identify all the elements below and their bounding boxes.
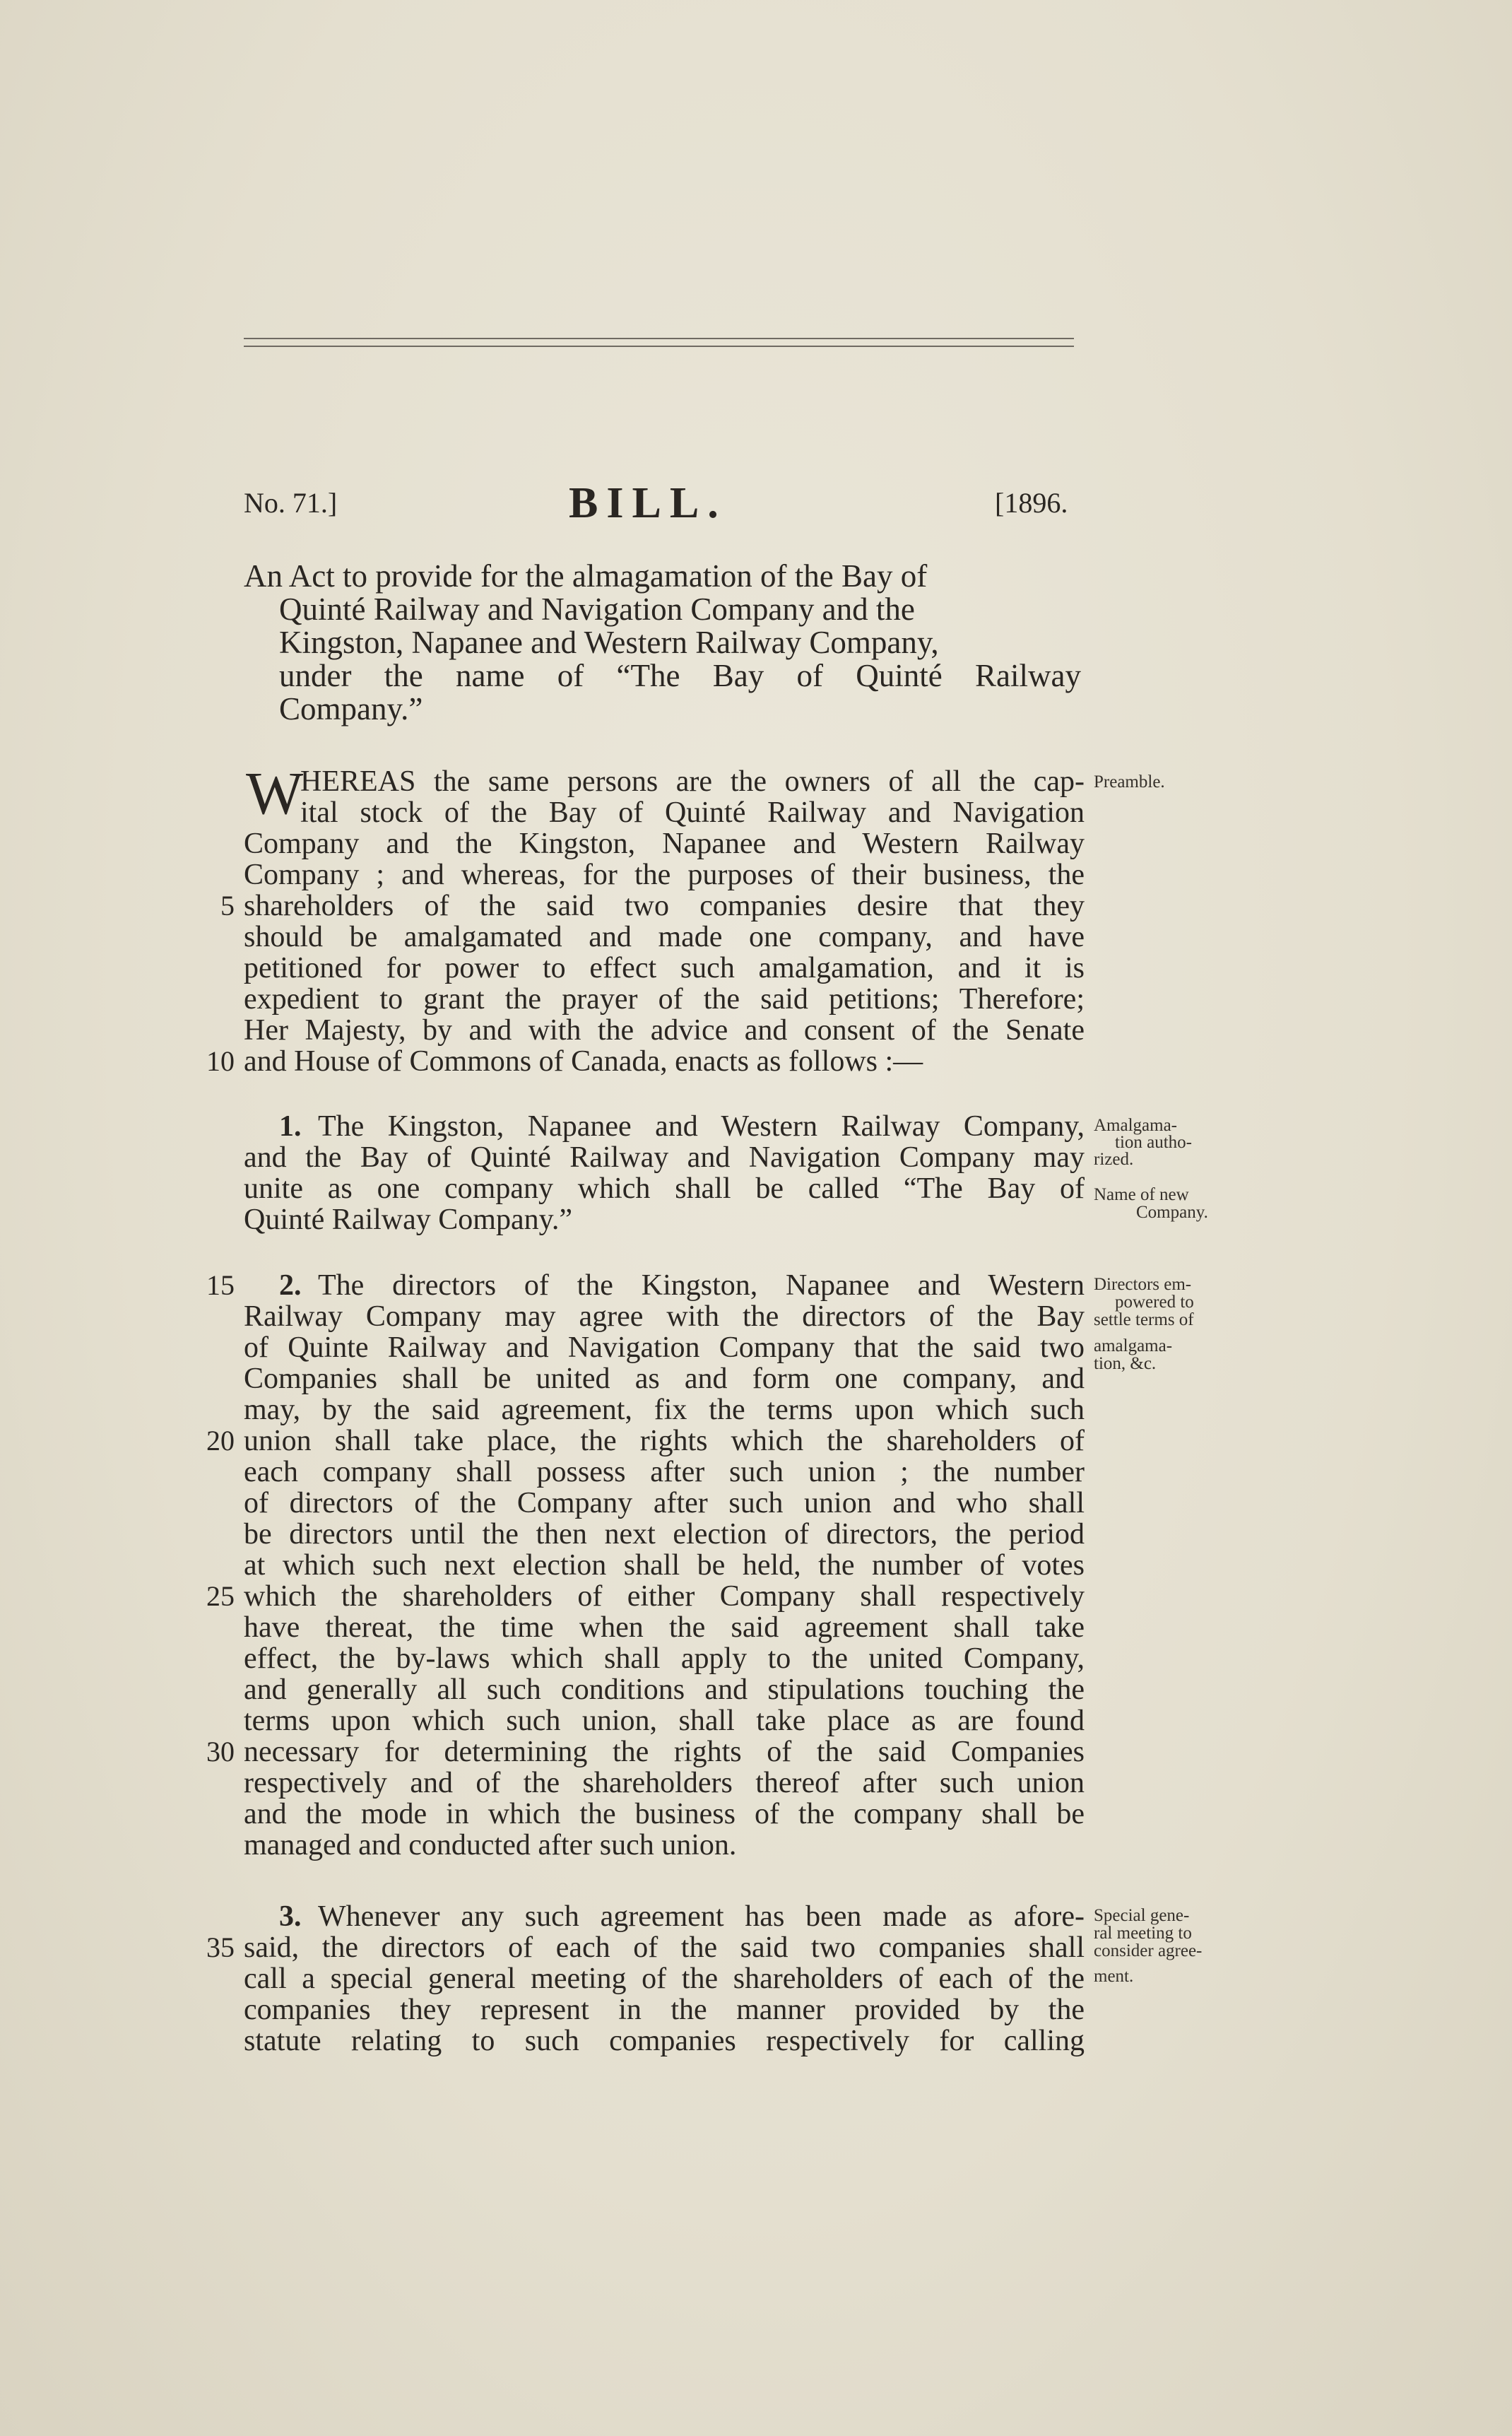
section-line: Railway Company may agree with the directors of the Bay bbox=[244, 1300, 1085, 1333]
drop-cap: W bbox=[246, 759, 304, 827]
preamble-line: HEREAS the same persons are the owners of all the cap- bbox=[300, 765, 1085, 798]
section-line: be directors until the then next election of directors, the period bbox=[244, 1518, 1085, 1551]
section-line: and the mode in which the business of the company shall be bbox=[244, 1798, 1085, 1830]
preamble-line: petitioned for power to effect such amalgamation, and it is bbox=[244, 952, 1085, 984]
top-rule-lower bbox=[244, 346, 1074, 347]
section-line: which the shareholders of either Company shall respectively bbox=[244, 1580, 1085, 1613]
section-line: of directors of the Company after such union and who shall bbox=[244, 1487, 1085, 1519]
section-line: Whenever any such agreement has been made as afore- bbox=[318, 1900, 1085, 1933]
section-line: necessary for determining the rights of the said Companies bbox=[244, 1736, 1085, 1768]
title-line: Company.” bbox=[279, 691, 423, 726]
section-number: 2. bbox=[279, 1269, 302, 1302]
marginal-note-preamble: Preamble. bbox=[1094, 772, 1165, 792]
section-line: effect, the by-laws which shall apply to the united Company, bbox=[244, 1642, 1085, 1675]
marginal-note-special-meeting: Special gene- bbox=[1094, 1906, 1190, 1925]
preamble-line: Company ; and whereas, for the purposes of their business, the bbox=[244, 859, 1085, 891]
line-number: 30 bbox=[206, 1736, 235, 1767]
section-line: have thereat, the time when the said agreement shall take bbox=[244, 1611, 1085, 1644]
line-number: 5 bbox=[220, 890, 235, 922]
marginal-note-special-meeting: consider agree- bbox=[1094, 1941, 1203, 1960]
section-line: each company shall possess after such union ; the number bbox=[244, 1456, 1085, 1488]
section-line: unite as one company which shall be called “The Bay of bbox=[244, 1172, 1085, 1205]
section-line: companies they represent in the manner provided by the bbox=[244, 1994, 1085, 2026]
marginal-note-directors: amalgama- bbox=[1094, 1336, 1173, 1355]
line-number: 35 bbox=[206, 1931, 235, 1963]
section-line: Companies shall be united as and form one company, and bbox=[244, 1363, 1085, 1395]
preamble-line: Her Majesty, by and with the advice and consent of the Senate bbox=[244, 1014, 1085, 1047]
title-line: Quinté Railway and Navigation Company and the bbox=[279, 592, 915, 627]
top-rule-upper bbox=[244, 338, 1074, 339]
marginal-note-amalgamation: rized. bbox=[1094, 1150, 1134, 1169]
marginal-note-special-meeting: ral meeting to bbox=[1094, 1924, 1192, 1943]
section-line: union shall take place, the rights which the shareholders of bbox=[244, 1425, 1085, 1457]
section-number: 1. bbox=[279, 1110, 302, 1143]
bill-year: [1896. bbox=[995, 487, 1068, 519]
marginal-note-directors: Directors em- bbox=[1094, 1275, 1192, 1294]
marginal-note-directors: settle terms of bbox=[1094, 1310, 1194, 1329]
section-line: statute relating to such companies respectively for calling bbox=[244, 2025, 1085, 2057]
line-number: 15 bbox=[206, 1269, 235, 1301]
section-line: The directors of the Kingston, Napanee and Western bbox=[318, 1269, 1085, 1302]
section-line: and generally all such conditions and stipulations touching the bbox=[244, 1673, 1085, 1706]
section-number: 3. bbox=[279, 1900, 302, 1933]
marginal-note-name: Name of new bbox=[1094, 1185, 1189, 1204]
section-line: call a special general meeting of the shareholders of each of the bbox=[244, 1963, 1085, 1995]
marginal-note-special-meeting: ment. bbox=[1094, 1967, 1134, 1986]
preamble-line: ital stock of the Bay of Quinté Railway and Navigation bbox=[300, 796, 1085, 829]
marginal-note-directors: tion, &c. bbox=[1094, 1354, 1157, 1373]
marginal-note-directors: powered to bbox=[1115, 1293, 1194, 1312]
section-line: Quinté Railway Company.” bbox=[244, 1204, 573, 1236]
preamble-line: should be amalgamated and made one company, and have bbox=[244, 921, 1085, 953]
section-line: managed and conducted after such union. bbox=[244, 1829, 737, 1861]
section-line: terms upon which such union, shall take place as are found bbox=[244, 1705, 1085, 1737]
title-line: Kingston, Napanee and Western Railway Company, bbox=[279, 625, 939, 660]
preamble-line: shareholders of the said two companies desire that they bbox=[244, 890, 1085, 922]
marginal-note-amalgamation: tion autho- bbox=[1115, 1133, 1193, 1152]
section-line: respectively and of the shareholders thereof after such union bbox=[244, 1767, 1085, 1799]
section-line: at which such next election shall be held, the number of votes bbox=[244, 1549, 1085, 1582]
title-line: An Act to provide for the almagamation of the Bay of bbox=[244, 558, 928, 594]
section-line: of Quinte Railway and Navigation Company that the said two bbox=[244, 1331, 1085, 1364]
title-line: under the name of “The Bay of Quinté Railway bbox=[279, 658, 1081, 693]
line-number: 10 bbox=[206, 1045, 235, 1077]
bill-number: No. 71.] bbox=[244, 487, 338, 519]
preamble-line: and House of Commons of Canada, enacts as follows :— bbox=[244, 1045, 923, 1078]
section-line: may, by the said agreement, fix the terms upon which such bbox=[244, 1394, 1085, 1426]
line-number: 20 bbox=[206, 1425, 235, 1457]
bill-title: BILL. bbox=[569, 479, 727, 527]
preamble-line: Company and the Kingston, Napanee and Western Railway bbox=[244, 828, 1085, 860]
marginal-note-amalgamation: Amalgama- bbox=[1094, 1116, 1178, 1135]
section-line: said, the directors of each of the said two companies shall bbox=[244, 1931, 1085, 1964]
preamble-line: expedient to grant the prayer of the said petitions; Therefore; bbox=[244, 983, 1085, 1016]
marginal-note-name: Company. bbox=[1136, 1203, 1208, 1222]
section-line: The Kingston, Napanee and Western Railway Company, bbox=[318, 1110, 1085, 1143]
line-number: 25 bbox=[206, 1580, 235, 1612]
section-line: and the Bay of Quinté Railway and Navigation Company may bbox=[244, 1141, 1085, 1174]
